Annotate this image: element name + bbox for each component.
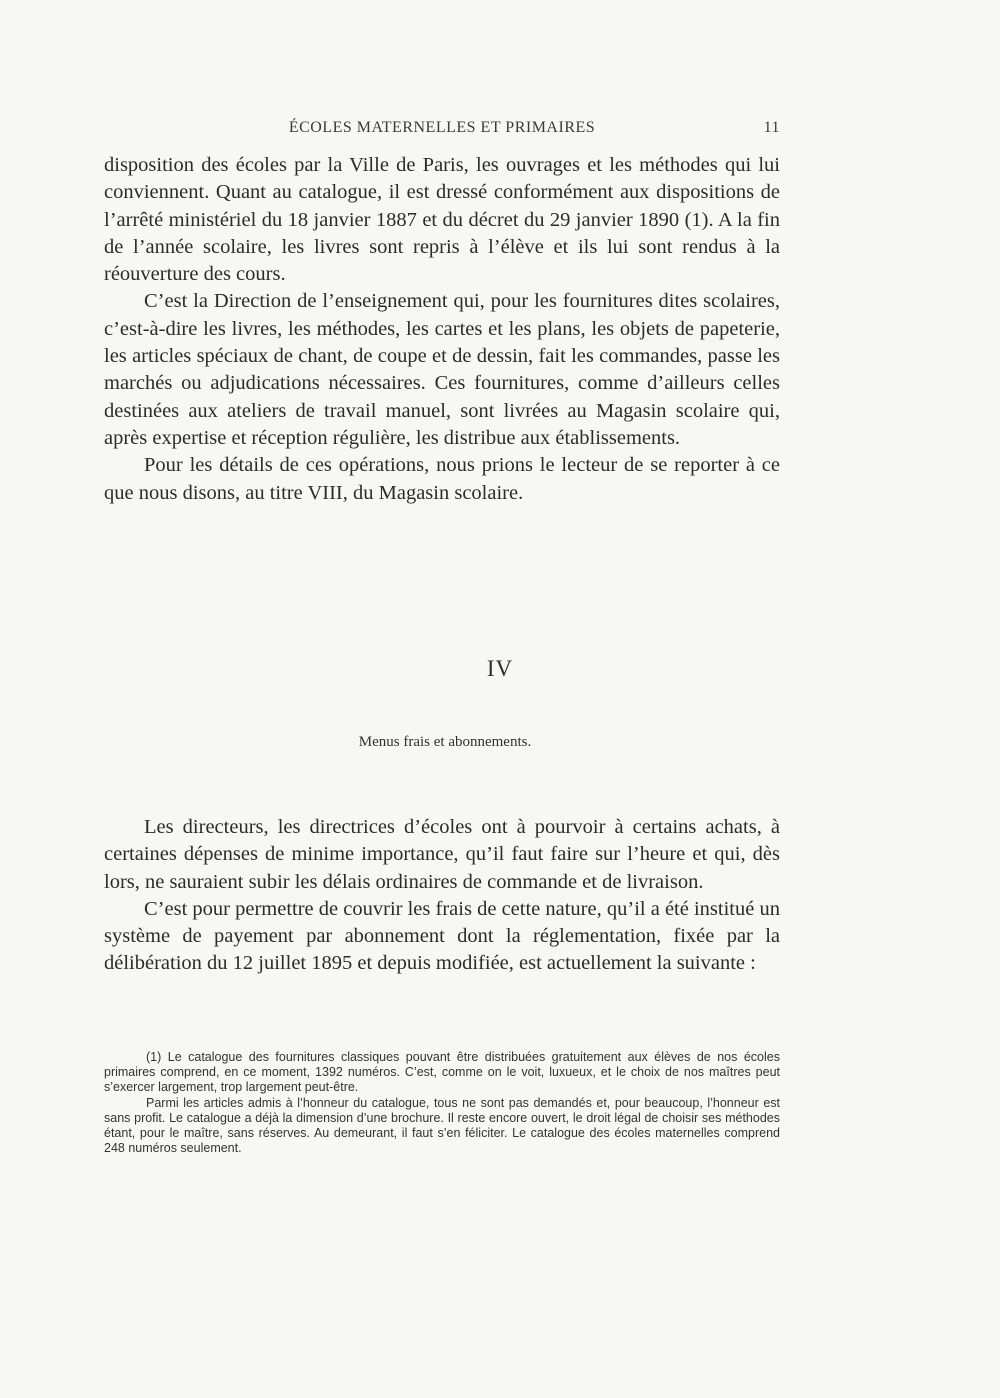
footnote-paragraph-2: Parmi les articles admis à l’honneur du catalogue, tous ne sont pas demandés et, pour beaucoup, l’honneur est sans profit. Le catalogue a déjà la dimension d’une brochure. Il reste encore ouvert, le droit légal de choisir ses méthodes étant, pour le maître, sans réserves. Au demeurant, il faut s’en féliciter. Le catalogue des écoles maternelles comprend 248 numéros seulement. xyxy=(104,1095,780,1156)
running-header xyxy=(104,119,780,141)
footnote xyxy=(104,1050,780,1156)
section-title: Menus frais et abonnements. xyxy=(358,734,532,750)
paragraph-directeurs: Les directeurs, les directrices d’écoles ont à pourvoir à certains achats, à certaines dépenses de minime importance, qu’il faut faire sur l’heure et qui, dès lors, ne sauraient subir les délais ordinaires de commande et de livraison. xyxy=(104,816,780,893)
running-title: ÉCOLES MATERNELLES ET PRIMAIRES xyxy=(288,119,596,136)
paragraph-magasin: Pour les détails de ces opérations, nous prions le lecteur de se reporter à ce que nous disons, au titre VIII, du Magasin scolaire. xyxy=(104,454,780,504)
body-text-upper xyxy=(104,152,780,507)
paragraph-continuation: disposition des écoles par la Ville de Paris, les ouvrages et les méthodes qui lui conviennent. Quant au catalogue, il est dressé conformément aux dispositions de l’arrêté ministériel du 18 janvier 1887 et du décret du 29 janvier 1890 (1). A la fin de l’année scolaire, les livres sont repris à l’élève et ils lui sont rendus à la réouverture des cours. xyxy=(104,154,780,286)
paragraph-direction: C’est la Direction de l’enseignement qui, pour les fournitures dites scolaires, c’est-à-dire les livres, les méthodes, les cartes et les plans, les objets de papeterie, les articles spéciaux de chant, de coupe et de dessin, fait les commandes, passe les marchés ou adjudications nécessaires. Ces fournitures, comme d’ailleurs celles destinées aux ateliers de travail manuel, sont livrées au Magasin scolaire qui, après expertise et réception régulière, les distribue aux établissements. xyxy=(104,290,780,449)
paragraph-abonnement: C’est pour permettre de couvrir les frais de cette nature, qu’il a été institué un système de payement par abonnement dont la réglementation, fixée par la délibération du 12 juillet 1895 et depuis modifiée, est actuellement la suivante : xyxy=(104,897,780,975)
body-text-lower xyxy=(104,814,780,978)
footnote-paragraph-1: (1) Le catalogue des fournitures classiques pouvant être distribuées gratuitement aux élèves de nos écoles primaires comprend, en ce moment, 1392 numéros. C’est, comme on le voit, luxueux, et le choix de nos maîtres peut s’exercer largement, trop largement peut-être. xyxy=(104,1050,780,1095)
page-number: 11 xyxy=(763,119,780,136)
section-number: IV xyxy=(486,656,514,681)
